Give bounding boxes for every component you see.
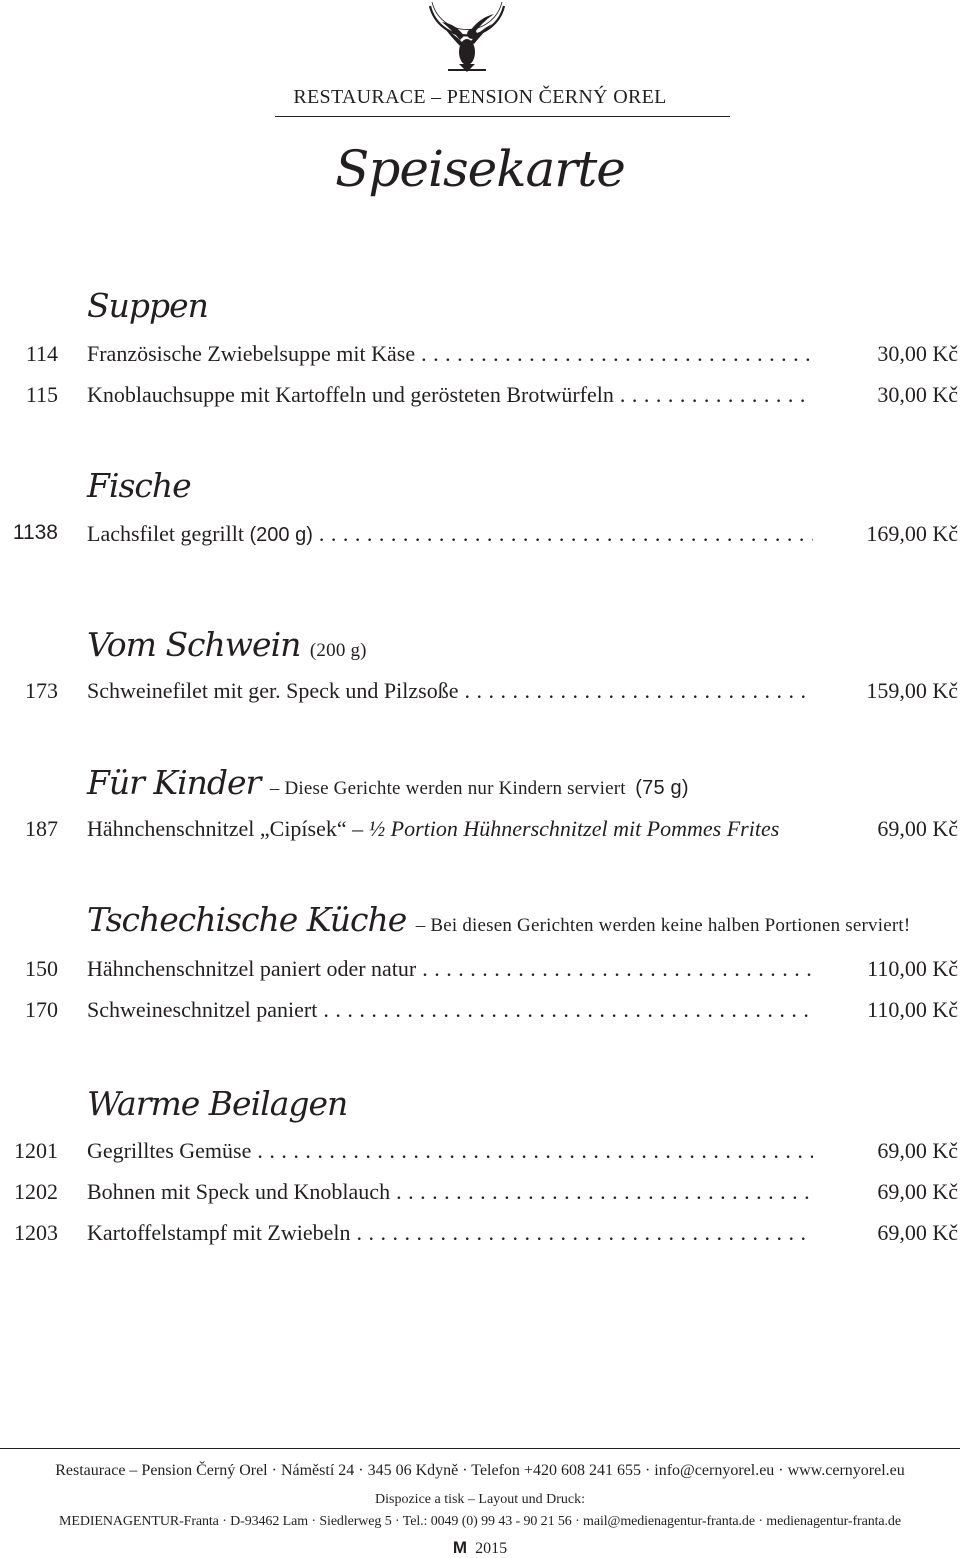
item-number: 170 bbox=[25, 997, 58, 1022]
section-heading-warme-beilagen: Warme Beilagen bbox=[87, 1084, 348, 1123]
section-note: – Bei diesen Gerichten werden keine halben Portionen serviert! bbox=[415, 915, 911, 936]
item-price: 69,00 Kč bbox=[877, 1179, 958, 1204]
section-note: (200 g) bbox=[309, 640, 367, 661]
footer-agency: MEDIENAGENTUR-Franta · D-93462 Lam · Siedlerweg 5 · Tel.: 0049 (0) 99 43 - 90 21 56 · mail@medienagentur-franta.de · medienagentur-franta.de bbox=[59, 1514, 901, 1529]
menu-item bbox=[0, 997, 960, 1027]
section-note: – Diese Gerichte werden nur Kindern serviert bbox=[269, 778, 626, 799]
eagle-emblem-icon bbox=[412, 0, 522, 82]
item-price: 159,00 Kč bbox=[866, 678, 958, 703]
footer-divider bbox=[0, 1448, 960, 1449]
item-number: 173 bbox=[25, 678, 58, 703]
menu-item bbox=[0, 382, 960, 412]
section-heading-suppen: Suppen bbox=[87, 286, 208, 325]
item-price: 110,00 Kč bbox=[867, 997, 958, 1022]
menu-item bbox=[0, 816, 960, 846]
item-number: 150 bbox=[25, 956, 58, 981]
section-heading-vom-schwein: Vom Schwein (200 g) bbox=[87, 625, 367, 664]
item-number: 1138 bbox=[12, 521, 58, 544]
section-heading-tschechische-kueche: Tschechische Küche – Bei diesen Gerichten werden keine halben Portionen serviert! bbox=[87, 900, 911, 939]
item-name: Kartoffelstampf mit Zwiebeln . . . bbox=[87, 1220, 813, 1246]
item-weight: (200 g) bbox=[249, 524, 313, 546]
menu-item bbox=[0, 1220, 960, 1250]
header-divider bbox=[275, 116, 730, 117]
menu-item bbox=[0, 1179, 960, 1209]
item-name: Schweineschnitzel paniert . . . bbox=[87, 997, 813, 1023]
footer-contact: Restaurace – Pension Černý Orel · Náměstí 24 · 345 06 Kdyně · Telefon +420 608 241 655 · info@cernyorel.eu · www.cernyorel.eu bbox=[55, 1462, 905, 1479]
restaurant-name: RESTAURACE – PENSION ČERNÝ OREL bbox=[293, 86, 667, 108]
section-heading-fische: Fische bbox=[87, 466, 191, 505]
item-price: 69,00 Kč bbox=[877, 1138, 958, 1163]
item-price: 169,00 Kč bbox=[866, 521, 958, 546]
item-number: 1201 bbox=[14, 1138, 58, 1163]
item-price: 69,00 Kč bbox=[877, 816, 958, 841]
agency-logo-mark: M bbox=[452, 1538, 468, 1557]
item-number: 1203 bbox=[14, 1220, 58, 1245]
page-title: Speisekarte bbox=[335, 140, 625, 198]
item-number: 187 bbox=[25, 816, 58, 841]
item-number: 115 bbox=[25, 382, 58, 407]
item-name: Bohnen mit Speck und Knoblauch . . . bbox=[87, 1179, 813, 1205]
item-price: 30,00 Kč bbox=[877, 341, 958, 366]
menu-item bbox=[0, 678, 960, 708]
item-name: Französische Zwiebelsuppe mit Käse . . . bbox=[87, 341, 813, 367]
menu-item bbox=[0, 1138, 960, 1168]
item-name: Lachsfilet gegrillt (200 g) . . . bbox=[87, 521, 813, 547]
item-price: 110,00 Kč bbox=[867, 956, 958, 981]
item-number: 1202 bbox=[14, 1179, 58, 1204]
item-name: Hähnchenschnitzel paniert oder natur . . . bbox=[87, 956, 813, 982]
item-description: ½ Portion Hühnerschnitzel mit Pommes Frites bbox=[368, 816, 780, 841]
item-price: 30,00 Kč bbox=[877, 382, 958, 407]
item-name: Knoblauchsuppe mit Kartoffeln und gerösteten Brotwürfeln . . . bbox=[87, 382, 813, 408]
item-name: Hähnchenschnitzel „Cipísek“ – ½ Portion Hühnerschnitzel mit Pommes Frites bbox=[87, 816, 780, 841]
footer-print-credit: Dispozice a tisk – Layout und Druck: bbox=[375, 1492, 585, 1507]
menu-item bbox=[0, 956, 960, 986]
menu-item bbox=[0, 341, 960, 371]
menu-item bbox=[0, 521, 960, 551]
item-number: 114 bbox=[25, 341, 58, 366]
item-price: 69,00 Kč bbox=[877, 1220, 958, 1245]
item-name: Schweinefilet mit ger. Speck und Pilzsoße . . . bbox=[87, 678, 813, 704]
item-name: Gegrilltes Gemüse . . . bbox=[87, 1138, 813, 1164]
footer-year: 2015 bbox=[475, 1540, 508, 1557]
section-note-weight: (75 g) bbox=[635, 777, 689, 799]
section-heading-fuer-kinder: Für Kinder – Diese Gerichte werden nur Kindern serviert (75 g) bbox=[87, 763, 689, 802]
footer-year-line bbox=[0, 1538, 960, 1558]
